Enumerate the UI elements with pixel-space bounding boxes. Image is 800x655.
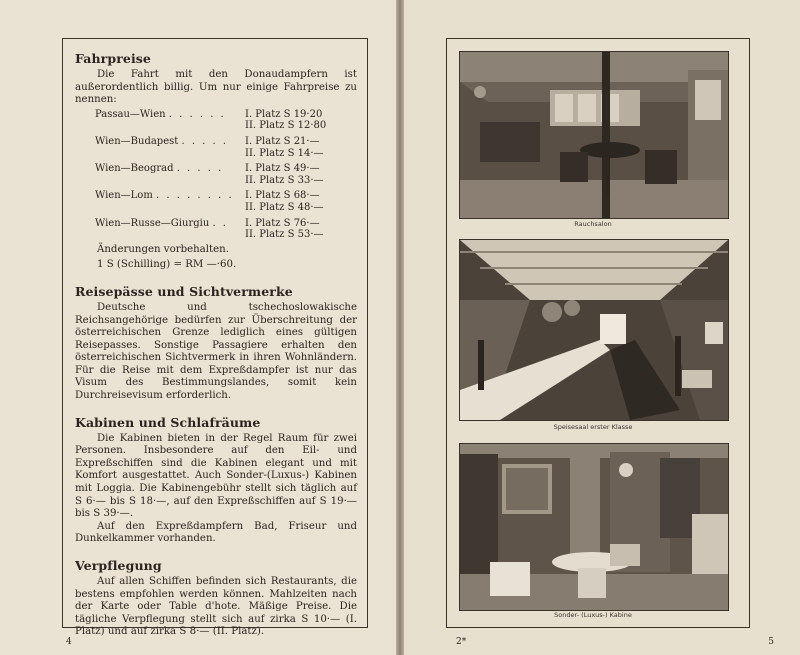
passports-section [75,284,357,403]
signature-mark: 2* [456,637,467,647]
fare-second-class: II. Platz S 14·— [245,147,324,159]
right-page-frame [446,38,750,628]
fare-blank-cell [95,175,245,187]
fare-route-name: Wien—Russe—Giurgiu [95,217,210,229]
fare-table [95,109,357,241]
passports-text: Deutsche und tschechoslowakische Reichsangehörige bedürfen zur Überschreitung der österreichischen Grenze lediglich eines gültigen Reisepasses. Sonstige Passagiere erhalten den österreichischen Sichtvermerk in ihren Wohnländern. Für die Reise mit dem Expreßdampfer ist nur das Visum des Bestimmungslandes, somit kein Durchreisevisum erforderlich. [75,301,357,402]
fare-route-cell [95,132,245,148]
fare-route-name: Wien—Lom [95,190,153,202]
fare-second-class: II. Platz S 33·— [245,174,324,186]
catering-text: Auf allen Schiffen befinden sich Restaurants, die bestens empfohlen werden können. Mahlzeiten nach der Karte oder Table d'hote. Mäßige Preise. Die tägliche Verpflegung stellt sich auf zirka S 10·— (I. Platz) und auf zirka S 8·— (II. Platz). [75,576,357,638]
left-page-frame [62,38,368,638]
cabins-text-amenities: Auf den Expreßdampfern Bad, Friseur und Dunkelkammer vorhanden. [75,520,357,545]
photo-luxury-cabin [459,443,729,611]
fare-row-second [95,148,357,160]
fare-first-class: I. Platz S 68·— [245,190,320,202]
fare-blank-cell [95,202,245,214]
fare-route-cell [95,109,245,121]
photo-dining-room [459,239,729,421]
caption-smoking-salon: Rauchsalon [574,220,612,228]
photo-smoking-salon [459,51,729,219]
fare-route-name: Wien—Budapest [95,135,179,147]
fare-first-class: I. Platz S 76·— [245,217,320,229]
fare-route-cell [95,159,245,175]
page-number-left: 4 [66,637,72,647]
fare-route-name: Wien—Beograd [95,163,174,175]
fares-section [75,51,357,272]
cabins-heading: Kabinen und Schlafräume [75,414,261,430]
catering-heading: Verpflegung [75,558,162,573]
fare-blank-cell [95,120,245,132]
page-number-right: 5 [768,637,774,647]
fare-route-name: Passau—Wien [95,108,166,120]
fare-row-second [95,175,357,187]
fare-row [95,186,357,202]
fare-row [95,109,357,121]
fare-second-class: II. Platz S 48·— [245,201,324,213]
fare-row [95,132,357,148]
exchange-rate: 1 S (Schilling) = RM —·60. [97,259,237,271]
fare-first-class: I. Platz S 49·— [245,163,320,175]
left-page [0,0,396,655]
caption-luxury-cabin: Sonder- (Luxus-) Kabine [554,611,632,619]
catering-section [75,558,357,639]
fare-blank-cell [95,229,245,241]
fare-route-cell [95,186,245,202]
fare-leader-dots: . . . . . [176,163,224,175]
fares-intro: Die Fahrt mit den Donaudampfern ist außerordentlich billig. Um nur einige Fahrpreise zu nennen: [75,69,357,106]
fare-row-second [95,202,357,214]
fare-second-class: II. Platz S 53·— [245,229,324,241]
fare-row [95,214,357,230]
fare-blank-cell [95,148,245,160]
fare-leader-dots: . . . . . . . . [156,190,234,202]
fare-row-second [95,120,357,132]
caption-dining-room: Speisesaal erster Klasse [553,423,633,431]
fare-leader-dots: . . . . . [181,135,229,147]
fares-note: Änderungen vorbehalten. [97,243,229,255]
fare-row [95,159,357,175]
cabins-text: Die Kabinen bieten in der Regel Raum für zwei Personen. Insbesondere auf den Eil- und Expreßschiffen sind die Kabinen elegant und mit Komfort ausgestattet. Auch Sonder-(Luxus-) Kabinen mit Loggia. Die Kabinengebühr stellt sich täglich auf S 6·— bis S 18·—, auf den Expreßschiffen auf S 19·— bis S 39·—. [75,432,357,520]
fare-first-class: I. Platz S 21·— [245,135,320,147]
fare-second-class: II. Platz S 12·80 [245,120,327,132]
right-page [404,0,800,655]
fares-heading: Fahrpreise [75,51,151,66]
fare-leader-dots: . . . . . . [168,108,226,120]
passports-heading: Reisepässe und Sichtvermerke [75,283,293,299]
fare-leader-dots: . . [212,217,228,229]
fare-row-second [95,229,357,241]
left-page-content [75,51,357,651]
fare-route-cell [95,214,245,230]
fare-first-class: I. Platz S 19·20 [245,108,323,120]
book-gutter [396,0,404,655]
cabins-section [75,415,357,546]
